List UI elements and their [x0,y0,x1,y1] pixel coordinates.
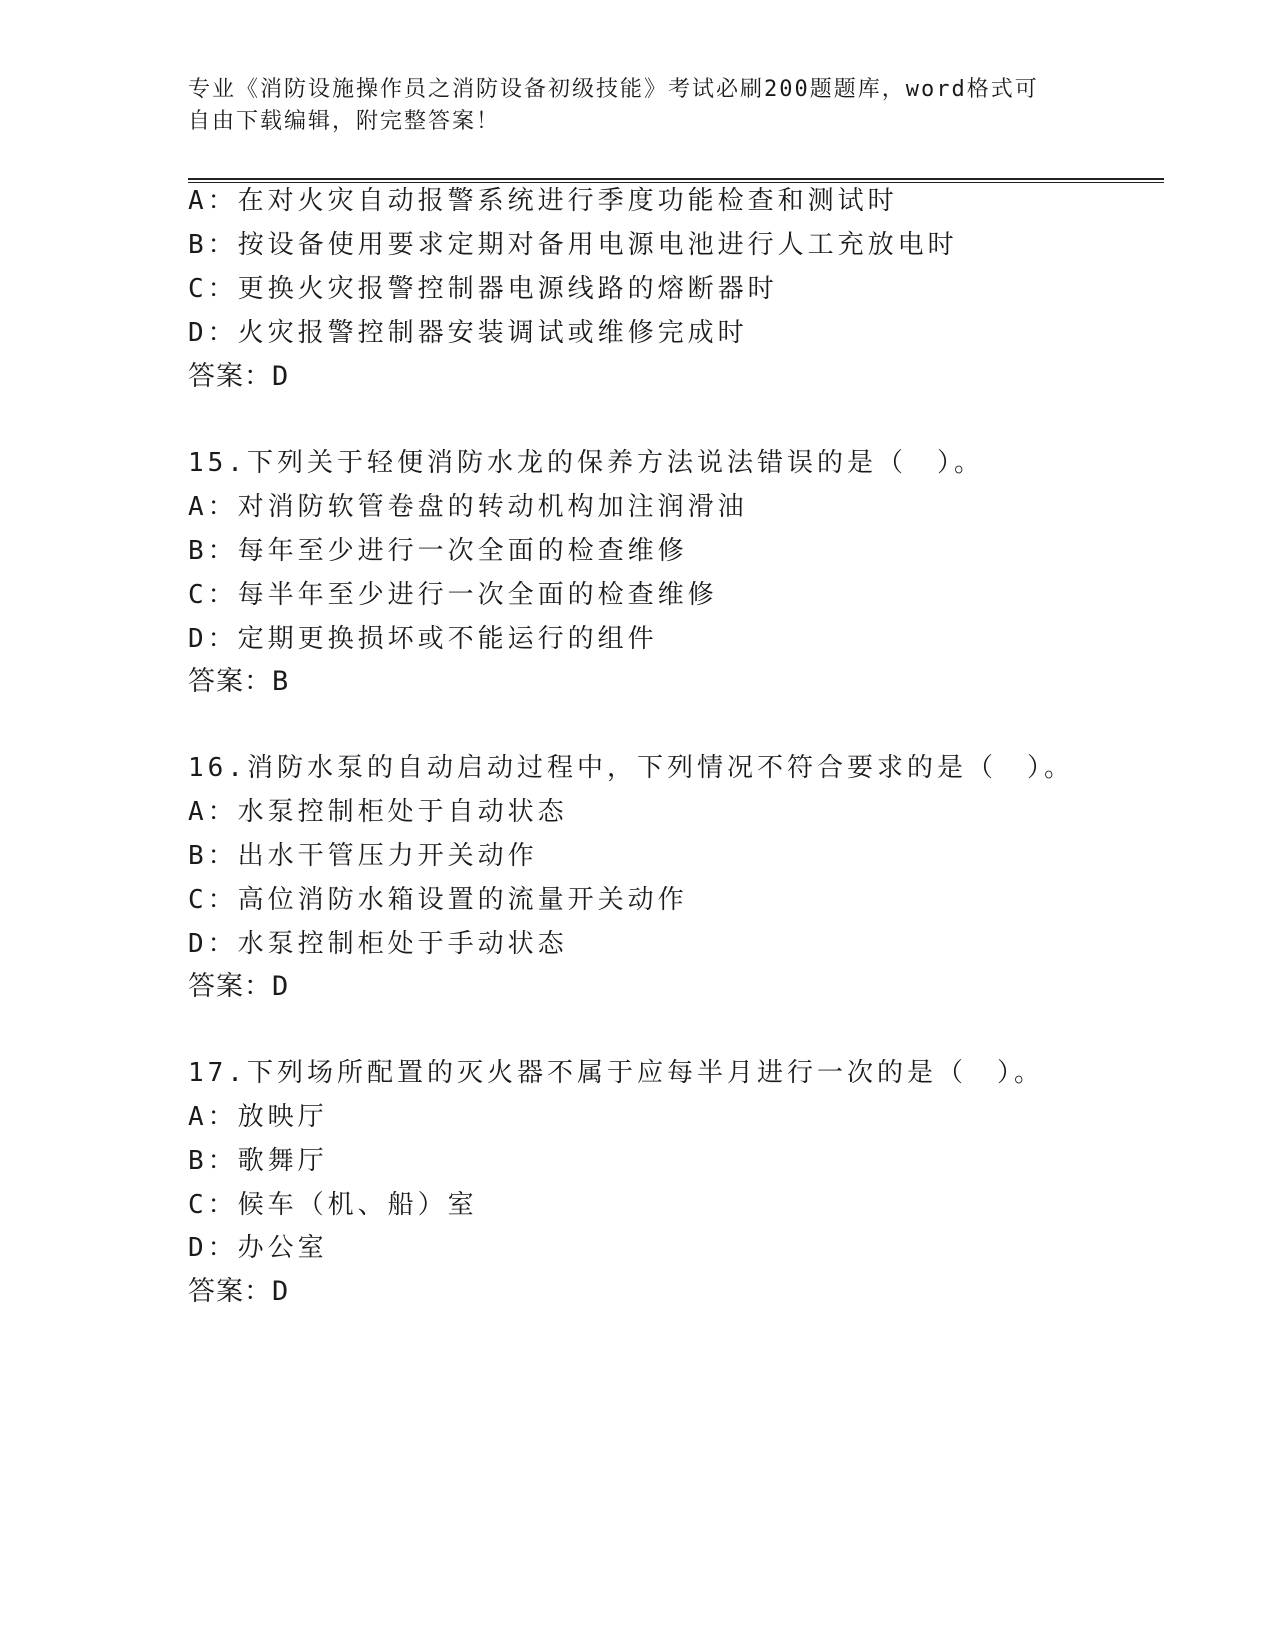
option-b: B：出水干管压力开关动作 [188,841,538,871]
option-a: A：对消防软管卷盘的转动机构加注润滑油 [188,492,748,522]
option-d: D：定期更换损坏或不能运行的组件 [188,624,658,654]
question-text: 16.消防水泵的自动启动过程中，下列情况不符合要求的是（ ）。 [188,753,1074,783]
option-b: B：按设备使用要求定期对备用电源电池进行人工充放电时 [188,230,958,260]
question-text: 17.下列场所配置的灭火器不属于应每半月进行一次的是（ ）。 [188,1058,1044,1088]
option-a: A：放映厅 [188,1102,328,1132]
option-d: D：火灾报警控制器安装调试或维修完成时 [188,318,748,348]
option-d: D：办公室 [188,1233,328,1263]
answer-value: D [272,1276,290,1307]
question-text: 15.下列关于轻便消防水龙的保养方法说法错误的是（ ）。 [188,448,984,478]
option-c: C：每半年至少进行一次全面的检查维修 [188,580,718,610]
answer-line [188,665,289,699]
answer-label: 答案： [188,971,272,1002]
option-b: B：每年至少进行一次全面的检查维修 [188,536,688,566]
answer-label: 答案： [188,666,272,697]
option-d: D：水泵控制柜处于手动状态 [188,929,568,959]
answer-label: 答案： [188,361,272,392]
option-b: B：歌舞厅 [188,1146,328,1176]
answer-value: D [272,361,290,392]
answer-label: 答案： [188,1276,272,1307]
header-line-1: 专业《消防设施操作员之消防设备初级技能》考试必刷200题题库，word格式可 [188,77,1039,102]
option-a: A：水泵控制柜处于自动状态 [188,797,568,827]
option-c: C：候车（机、船）室 [188,1190,478,1220]
answer-value: D [272,971,290,1002]
option-c: C：高位消防水箱设置的流量开关动作 [188,885,688,915]
answer-value: B [272,666,290,697]
document-header [188,74,1068,138]
header-divider [188,178,1164,183]
answer-line [188,360,289,394]
option-a: A：在对火灾自动报警系统进行季度功能检查和测试时 [188,186,898,216]
answer-line [188,970,289,1004]
option-c: C：更换火灾报警控制器电源线路的熔断器时 [188,274,778,304]
header-line-2: 自由下载编辑，附完整答案！ [188,109,501,134]
answer-line [188,1275,289,1309]
